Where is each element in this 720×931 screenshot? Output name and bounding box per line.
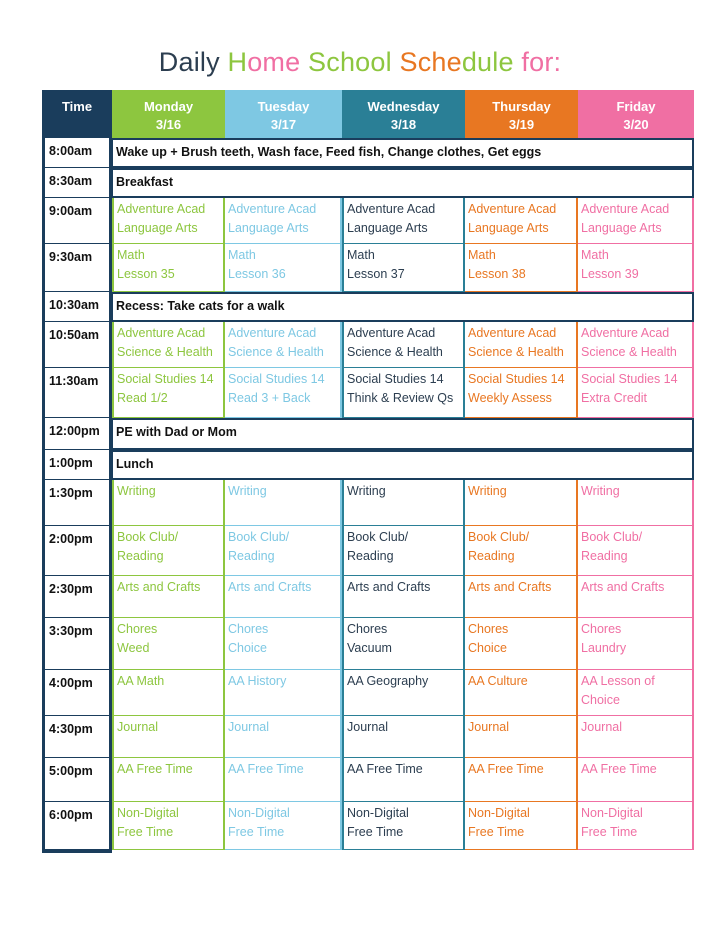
time-cell: 12:00pm xyxy=(42,418,112,450)
activity-monday: Journal xyxy=(112,716,225,758)
time-cell: 8:00am xyxy=(42,138,112,168)
activity-monday: Chores Weed xyxy=(112,618,225,670)
day-name: Monday xyxy=(143,99,194,114)
activity-wednesday: Chores Vacuum xyxy=(342,618,465,670)
activity-tuesday: Chores Choice xyxy=(225,618,342,670)
activity-wednesday: Adventure Acad Science & Health xyxy=(342,322,465,368)
activity-wednesday: AA Geography xyxy=(342,670,465,716)
activity-friday: Writing xyxy=(578,480,694,526)
time-cell: 2:00pm xyxy=(42,526,112,576)
table-row xyxy=(42,526,694,576)
activity-monday: Writing xyxy=(112,480,225,526)
table-row xyxy=(42,198,694,244)
activity-thursday: AA Free Time xyxy=(465,758,578,802)
activity-monday: Non-Digital Free Time xyxy=(112,802,225,850)
activity-friday: Adventure Acad Language Arts xyxy=(578,198,694,244)
table-row xyxy=(42,322,694,368)
table-row xyxy=(42,758,694,802)
activity-monday: Arts and Crafts xyxy=(112,576,225,618)
activity-wednesday: Non-Digital Free Time xyxy=(342,802,465,850)
day-date: 3/17 xyxy=(270,117,297,132)
activity-monday: Social Studies 14 Read 1/2 xyxy=(112,368,225,418)
activity-friday: Math Lesson 39 xyxy=(578,244,694,292)
activity-wednesday: Arts and Crafts xyxy=(342,576,465,618)
title-part: Daily xyxy=(158,47,228,77)
table-row xyxy=(42,292,694,322)
time-cell: 3:30pm xyxy=(42,618,112,670)
activity-wednesday: Math Lesson 37 xyxy=(342,244,465,292)
time-cell: 5:00pm xyxy=(42,758,112,802)
header-wednesday xyxy=(342,90,465,138)
table-row xyxy=(42,618,694,670)
activity-friday: Non-Digital Free Time xyxy=(578,802,694,850)
table-row xyxy=(42,670,694,716)
title-part: Sche xyxy=(399,47,462,77)
activity-monday: AA Free Time xyxy=(112,758,225,802)
title-part: School xyxy=(308,47,400,77)
activity-tuesday: Adventure Acad Language Arts xyxy=(225,198,342,244)
time-cell: 9:30am xyxy=(42,244,112,292)
all-days-activity: Wake up + Brush teeth, Wash face, Feed fish, Change clothes, Get eggs xyxy=(111,138,694,168)
table-row xyxy=(42,168,694,198)
table-row xyxy=(42,480,694,526)
activity-thursday: AA Culture xyxy=(465,670,578,716)
day-date: 3/16 xyxy=(155,117,182,132)
activity-friday: Chores Laundry xyxy=(578,618,694,670)
title-part: dule xyxy=(461,47,522,77)
activity-thursday: Arts and Crafts xyxy=(465,576,578,618)
activity-friday: Book Club/ Reading xyxy=(578,526,694,576)
time-cell: 6:00pm xyxy=(42,802,112,850)
table-row xyxy=(42,418,694,450)
activity-wednesday: Journal xyxy=(342,716,465,758)
activity-friday: AA Free Time xyxy=(578,758,694,802)
all-days-activity: Lunch xyxy=(111,450,694,480)
title-part: for: xyxy=(521,47,562,77)
title-part: H xyxy=(227,47,248,77)
time-cell: 10:50am xyxy=(42,322,112,368)
activity-tuesday: Arts and Crafts xyxy=(225,576,342,618)
table-row xyxy=(42,716,694,758)
activity-friday: AA Lesson of Choice xyxy=(578,670,694,716)
activity-monday: Adventure Acad Language Arts xyxy=(112,198,225,244)
table-row xyxy=(42,244,694,292)
activity-tuesday: Book Club/ Reading xyxy=(225,526,342,576)
activity-thursday: Non-Digital Free Time xyxy=(465,802,578,850)
time-cell: 9:00am xyxy=(42,198,112,244)
activity-monday: Math Lesson 35 xyxy=(112,244,225,292)
activity-thursday: Adventure Acad Science & Health xyxy=(465,322,578,368)
day-date: 3/18 xyxy=(390,117,417,132)
day-name: Wednesday xyxy=(367,99,440,114)
time-cell: 1:00pm xyxy=(42,450,112,480)
table-row xyxy=(42,450,694,480)
time-cell: 4:30pm xyxy=(42,716,112,758)
time-cell: 8:30am xyxy=(42,168,112,198)
activity-friday: Adventure Acad Science & Health xyxy=(578,322,694,368)
activity-thursday: Book Club/ Reading xyxy=(465,526,578,576)
header-tuesday xyxy=(225,90,342,138)
activity-wednesday: Writing xyxy=(342,480,465,526)
header-time-label: Time xyxy=(61,99,93,114)
time-cell: 10:30am xyxy=(42,292,112,322)
activity-wednesday: Social Studies 14 Think & Review Qs xyxy=(342,368,465,418)
table-bottom-border xyxy=(42,850,112,853)
page-title xyxy=(0,44,720,80)
time-cell: 4:00pm xyxy=(42,670,112,716)
activity-tuesday: Math Lesson 36 xyxy=(225,244,342,292)
activity-monday: AA Math xyxy=(112,670,225,716)
activity-thursday: Math Lesson 38 xyxy=(465,244,578,292)
activity-monday: Book Club/ Reading xyxy=(112,526,225,576)
table-row xyxy=(42,802,694,850)
header-monday xyxy=(112,90,225,138)
header-time xyxy=(42,90,112,138)
activity-thursday: Journal xyxy=(465,716,578,758)
activity-monday: Adventure Acad Science & Health xyxy=(112,322,225,368)
time-cell: 1:30pm xyxy=(42,480,112,526)
activity-thursday: Social Studies 14 Weekly Assess xyxy=(465,368,578,418)
schedule-table xyxy=(42,90,694,853)
activity-thursday: Adventure Acad Language Arts xyxy=(465,198,578,244)
all-days-activity: Breakfast xyxy=(111,168,694,198)
header-thursday xyxy=(465,90,578,138)
activity-tuesday: Non-Digital Free Time xyxy=(225,802,342,850)
activity-thursday: Writing xyxy=(465,480,578,526)
time-cell: 2:30pm xyxy=(42,576,112,618)
all-days-activity: Recess: Take cats for a walk xyxy=(111,292,694,322)
day-date: 3/19 xyxy=(508,117,535,132)
header-row xyxy=(42,90,694,138)
activity-friday: Social Studies 14 Extra Credit xyxy=(578,368,694,418)
header-friday xyxy=(578,90,694,138)
activity-tuesday: AA History xyxy=(225,670,342,716)
activity-wednesday: Book Club/ Reading xyxy=(342,526,465,576)
activity-friday: Journal xyxy=(578,716,694,758)
table-row xyxy=(42,138,694,168)
activity-wednesday: Adventure Acad Language Arts xyxy=(342,198,465,244)
table-row xyxy=(42,368,694,418)
activity-tuesday: AA Free Time xyxy=(225,758,342,802)
activity-wednesday: AA Free Time xyxy=(342,758,465,802)
activity-tuesday: Journal xyxy=(225,716,342,758)
day-name: Friday xyxy=(616,99,656,114)
all-days-activity: PE with Dad or Mom xyxy=(111,418,694,450)
day-name: Tuesday xyxy=(257,99,310,114)
activity-tuesday: Writing xyxy=(225,480,342,526)
activity-tuesday: Social Studies 14 Read 3 + Back xyxy=(225,368,342,418)
table-row xyxy=(42,576,694,618)
title-part: ome xyxy=(247,47,309,77)
day-date: 3/20 xyxy=(623,117,649,132)
activity-friday: Arts and Crafts xyxy=(578,576,694,618)
activity-thursday: Chores Choice xyxy=(465,618,578,670)
activity-tuesday: Adventure Acad Science & Health xyxy=(225,322,342,368)
day-name: Thursday xyxy=(492,99,551,114)
schedule-rows xyxy=(42,138,694,850)
time-cell: 11:30am xyxy=(42,368,112,418)
